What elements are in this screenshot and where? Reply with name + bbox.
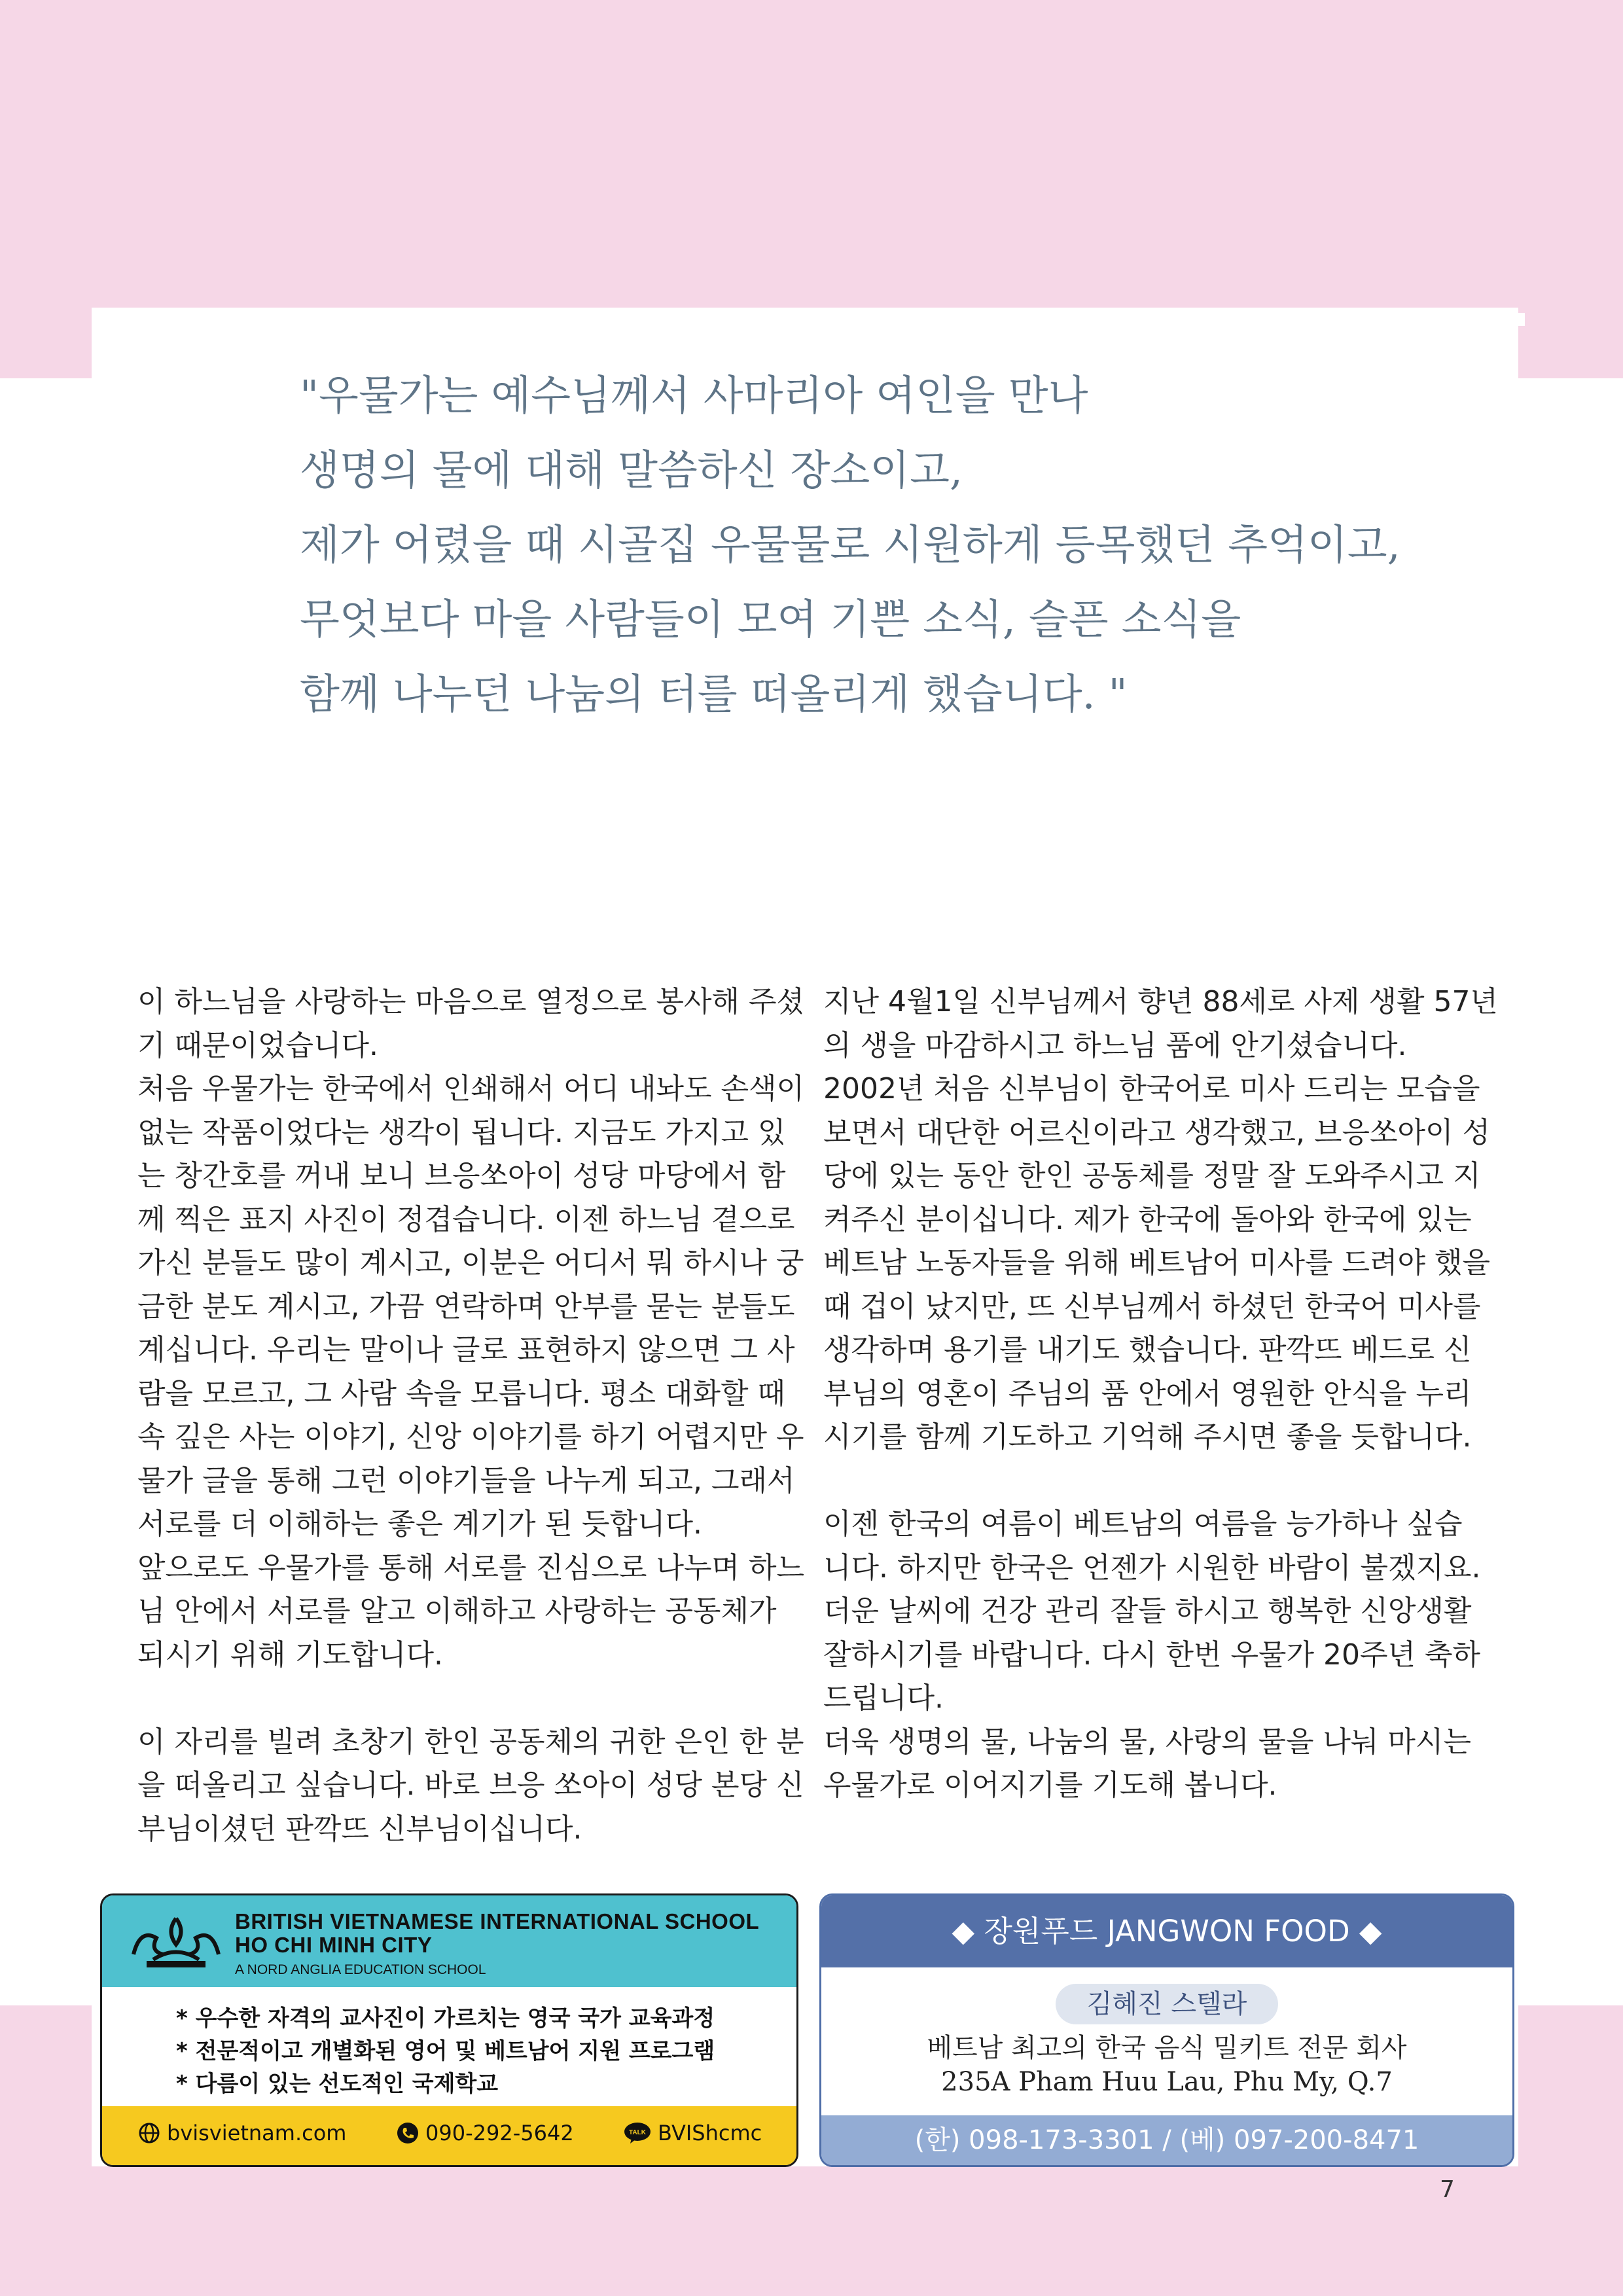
quote-line: 생명의 물에 대해 말씀하신 장소이고, [300,446,963,494]
bvis-bullet: * 우수한 자격의 교사진이 가르치는 영국 국가 교육과정 [176,2005,715,2032]
text-line: 처음 우물가는 한국에서 인쇄해서 어디 내놔도 손색이 [137,1072,805,1105]
panel-notch-right [1512,313,1525,326]
text-line: 되시기 위해 기도합니다. [137,1638,443,1672]
text-line: 앞으로도 우물가를 통해 서로를 진심으로 나누며 하느 [137,1551,805,1585]
bvis-header [102,1895,796,1987]
text-line: 금한 분도 계시고, 가끔 연락하며 안부를 묻는 분들도 [137,1289,795,1323]
text-line: 님 안에서 서로를 알고 이해하고 사랑하는 공동체가 [137,1594,777,1628]
bvis-subtitle: A NORD ANGLIA EDUCATION SCHOOL [235,1962,486,1977]
text-line: 당에 있는 동안 한인 공동체를 정말 잘 도와주시고 지 [823,1159,1481,1193]
bvis-bullet: * 전문적이고 개별화된 영어 및 베트남어 지원 프로그램 [176,2038,715,2064]
text-line: 때 겁이 났지만, 뜨 신부님께서 하셨던 한국어 미사를 [823,1289,1481,1323]
bvis-bullet-list [176,2002,715,2100]
text-line: 드립니다. [823,1681,944,1715]
bvis-phone-text: 090-292-5642 [425,2121,574,2145]
bvis-contact-bar [102,2106,796,2165]
text-line: 이 자리를 빌려 초창기 한인 공동체의 귀한 은인 한 분 [137,1725,804,1759]
pull-quote [300,359,1478,732]
jangwon-phone-bar[interactable]: (한) 098-173-3301 / (베) 097-200-8471 [821,2115,1512,2165]
bvis-phone-link[interactable] [397,2121,574,2145]
text-line: 부님이셨던 판깍뜨 신부님이십니다. [137,1812,582,1846]
article-column-right [823,980,1498,1808]
bvis-bullet: * 다름이 있는 선도적인 국제학교 [176,2071,499,2097]
bvis-website-link[interactable] [138,2121,346,2145]
paragraph-gap [823,1460,1478,1503]
text-line: 보면서 대단한 어르신이라고 생각했고, 브응쏘아이 성 [823,1115,1491,1149]
text-line: 우물가로 이어지기를 기도해 봅니다. [823,1768,1277,1802]
text-line: 시기를 함께 기도하고 기억해 주시면 좋을 듯합니다. [823,1420,1472,1454]
text-line: 켜주신 분이십니다. 제가 한국에 돌아와 한국에 있는 [823,1202,1472,1236]
text-line: 이젠 한국의 여름이 베트남의 여름을 능가하나 싶습 [823,1507,1463,1541]
kakao-talk-label: TALK [629,2129,646,2136]
quote-line: 함께 나누던 나눔의 터를 떠올리게 했습니다. " [300,670,1128,718]
quote-line: 무엇보다 마을 사람들이 모여 기쁜 소식, 슬픈 소식을 [300,596,1241,643]
jangwon-header: ◆ 장원푸드 JANGWON FOOD ◆ [821,1895,1512,1967]
text-line: 더욱 생명의 물, 나눔의 물, 사랑의 물을 나눠 마시는 [823,1725,1471,1759]
crown-logo-icon [127,1909,225,1974]
paragraph-gap [137,1677,792,1721]
text-line: 부님의 영혼이 주님의 품 안에서 영원한 안식을 누리 [823,1376,1472,1410]
text-line: 기 때문이었습니다. [137,1028,379,1062]
quote-line: 제가 어렸을 때 시골집 우물물로 시원하게 등목했던 추억이고, [300,521,1400,569]
text-line: 니다. 하지만 한국은 언젠가 시원한 바람이 불겠지요. [823,1551,1481,1585]
text-line: 가신 분들도 많이 계시고, 이분은 어디서 뭐 하시나 궁 [137,1246,804,1280]
globe-icon [138,2122,160,2144]
jangwon-contact-person: 김혜진 스텔라 [1056,1984,1278,2024]
kakao-talk-icon [624,2122,651,2144]
bvis-website-text: bvisvietnam.com [167,2121,347,2145]
text-line: 는 창간호를 꺼내 보니 브응쏘아이 성당 마당에서 함 [137,1159,786,1193]
text-line: 지난 4월1일 신부님께서 향년 88세로 사제 생활 57년 [823,985,1498,1018]
phone-icon [397,2122,419,2144]
text-line: 물가 글을 통해 그런 이야기들을 나누게 되고, 그래서 [137,1463,795,1498]
text-line: 더운 날씨에 건강 관리 잘들 하시고 행복한 신앙생활 [823,1594,1472,1628]
text-line: 잘하시기를 바랍니다. 다시 한번 우물가 20주년 축하 [823,1638,1480,1672]
bvis-advertisement[interactable] [100,1893,798,2167]
text-line: 베트남 노동자들을 위해 베트남어 미사를 드려야 했을 [823,1246,1491,1280]
quote-line: "우물가는 예수님께서 사마리아 여인을 만나 [300,372,1088,420]
text-line: 속 깊은 사는 이야기, 신앙 이야기를 하기 어렵지만 우 [137,1420,804,1454]
bvis-kakao-link[interactable] [624,2121,762,2145]
bvis-title-line: HO CHI MINH CITY [235,1933,433,1957]
text-line: 이 하느님을 사랑하는 마음으로 열정으로 봉사해 주셨 [137,985,805,1018]
jangwon-description: 베트남 최고의 한국 음식 밀키트 전문 회사 [927,2033,1407,2063]
panel-notch-left [98,313,111,326]
text-line: 께 찍은 표지 사진이 정겹습니다. 이젠 하느님 곁으로 [137,1202,795,1236]
text-line: 서로를 더 이해하는 좋은 계기가 된 듯합니다. [137,1507,702,1541]
text-line: 람을 모르고, 그 사람 속을 모릅니다. 평소 대화할 때 [137,1376,785,1410]
text-line: 2002년 처음 신부님이 한국어로 미사 드리는 모습을 [823,1072,1480,1105]
text-line: 을 떠올리고 싶습니다. 바로 브응 쏘아이 성당 본당 신 [137,1768,804,1802]
bvis-title-line: BRITISH VIETNAMESE INTERNATIONAL SCHOOL [235,1909,760,1933]
page-number: 7 [1440,2176,1455,2203]
text-line: 의 생을 마감하시고 하느님 품에 안기셨습니다. [823,1028,1407,1062]
jangwon-address: 235A Pham Huu Lau, Phu My, Q.7 [941,2067,1393,2097]
text-line: 생각하며 용기를 내기도 했습니다. 판깍뜨 베드로 신 [823,1333,1472,1367]
article-column-left [137,980,805,1851]
jangwon-food-advertisement[interactable] [819,1893,1514,2167]
bvis-school-name [235,1910,759,1957]
text-line: 계십니다. 우리는 말이나 글로 표현하지 않으면 그 사 [137,1333,795,1367]
text-line: 없는 작품이었다는 생각이 됩니다. 지금도 가지고 있 [137,1115,786,1149]
bvis-kakao-text: BVIShcmc [658,2121,762,2145]
